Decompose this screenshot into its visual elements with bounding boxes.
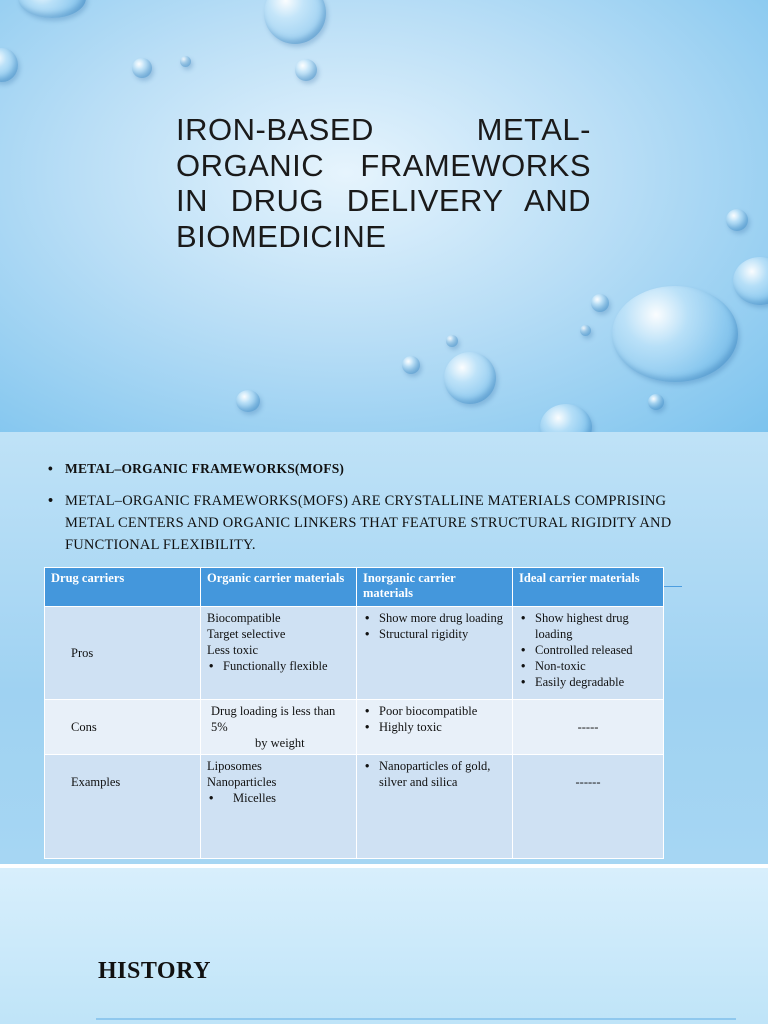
- cell-bullet: • Controlled released: [519, 642, 657, 658]
- table-row-examples: [45, 755, 664, 859]
- cell-text: by weight: [255, 736, 305, 750]
- cell-bullet: • Structural rigidity: [363, 626, 506, 642]
- cell-bullet: • Nanoparticles of gold, silver and silica: [363, 758, 506, 790]
- water-drop-decoration: [444, 352, 496, 404]
- water-drop-decoration: [591, 294, 609, 312]
- mofs-slide: [0, 432, 768, 864]
- table-row-pros: [45, 607, 664, 700]
- drug-carriers-table: [44, 567, 664, 859]
- water-drop-decoration: [0, 48, 18, 82]
- header-inorganic: Inorganic carrier materials: [357, 568, 513, 607]
- water-drop-decoration: [180, 56, 191, 67]
- title-slide: [0, 0, 768, 432]
- water-drop-decoration: [733, 257, 768, 305]
- bullet-list: [48, 458, 688, 566]
- divider: [96, 1018, 736, 1020]
- cell-text: Drug loading is less than 5%: [211, 704, 336, 734]
- examples-inorganic-cell: [357, 755, 513, 859]
- water-drop-decoration: [648, 394, 664, 410]
- cell-bullet: • Non-toxic: [519, 658, 657, 674]
- cell-bullet: • Easily degradable: [519, 674, 657, 690]
- cell-bullet: • Poor biocompatible: [363, 703, 506, 719]
- water-drop-decoration: [580, 325, 591, 336]
- cell-text: Nanoparticles: [207, 775, 277, 789]
- water-drop-decoration: [18, 0, 86, 18]
- header-organic: Organic carrier materials: [201, 568, 357, 607]
- cell-bullet: • Show more drug loading: [363, 610, 506, 626]
- water-drop-decoration: [264, 0, 326, 44]
- cons-organic-cell: [201, 700, 357, 755]
- table-row-cons: [45, 700, 664, 755]
- cell-bullet: • Show highest drug loading: [519, 610, 657, 642]
- header-ideal: Ideal carrier materials: [513, 568, 664, 607]
- cell-bullet: • Micelles: [207, 790, 350, 806]
- cell-bullet: • Highly toxic: [363, 719, 506, 735]
- bullet-mofs-heading: • METAL–ORGANIC FRAMEWORKS(MOFS): [48, 458, 688, 480]
- cell-text: Target selective: [207, 627, 286, 641]
- pros-ideal-cell: [513, 607, 664, 700]
- cons-inorganic-cell: [357, 700, 513, 755]
- water-drop-decoration: [612, 286, 738, 382]
- cons-ideal-cell: -----: [513, 700, 664, 755]
- water-drop-decoration: [446, 335, 458, 347]
- water-drop-decoration: [540, 404, 592, 432]
- cell-text: Less toxic: [207, 643, 259, 657]
- header-drug-carriers: Drug carriers: [45, 568, 201, 607]
- table-header-row: [45, 568, 664, 607]
- water-drop-decoration: [726, 209, 748, 231]
- history-slide: [0, 868, 768, 1024]
- cell-text: Biocompatible: [207, 611, 281, 625]
- water-drop-decoration: [402, 356, 420, 374]
- examples-ideal-cell: ------: [513, 755, 664, 859]
- pros-inorganic-cell: [357, 607, 513, 700]
- water-drop-decoration: [236, 390, 260, 412]
- row-label-examples: Examples: [45, 755, 201, 859]
- pros-organic-cell: [201, 607, 357, 700]
- cell-text: Liposomes: [207, 759, 262, 773]
- table-edge-line: [664, 586, 682, 587]
- cell-bullet: • Functionally flexible: [207, 658, 350, 674]
- row-label-cons: Cons: [45, 700, 201, 755]
- water-drop-decoration: [295, 59, 317, 81]
- bullet-mofs-definition: • METAL–ORGANIC FRAMEWORKS(MOFS) ARE CRYSTALLINE MATERIALS COMPRISING METAL CENTERS AND ORGANIC LINKERS THAT FEATURE STRUCTURAL RIGIDITY AND FUNCTIONAL FLEXIBILITY.: [48, 490, 688, 556]
- water-drop-decoration: [132, 58, 152, 78]
- row-label-pros: Pros: [45, 607, 201, 700]
- slide-title: IRON-BASED METAL-ORGANIC FRAMEWORKS IN DRUG DELIVERY AND BIOMEDICINE: [176, 112, 591, 254]
- examples-organic-cell: [201, 755, 357, 859]
- history-heading: HISTORY: [98, 958, 211, 984]
